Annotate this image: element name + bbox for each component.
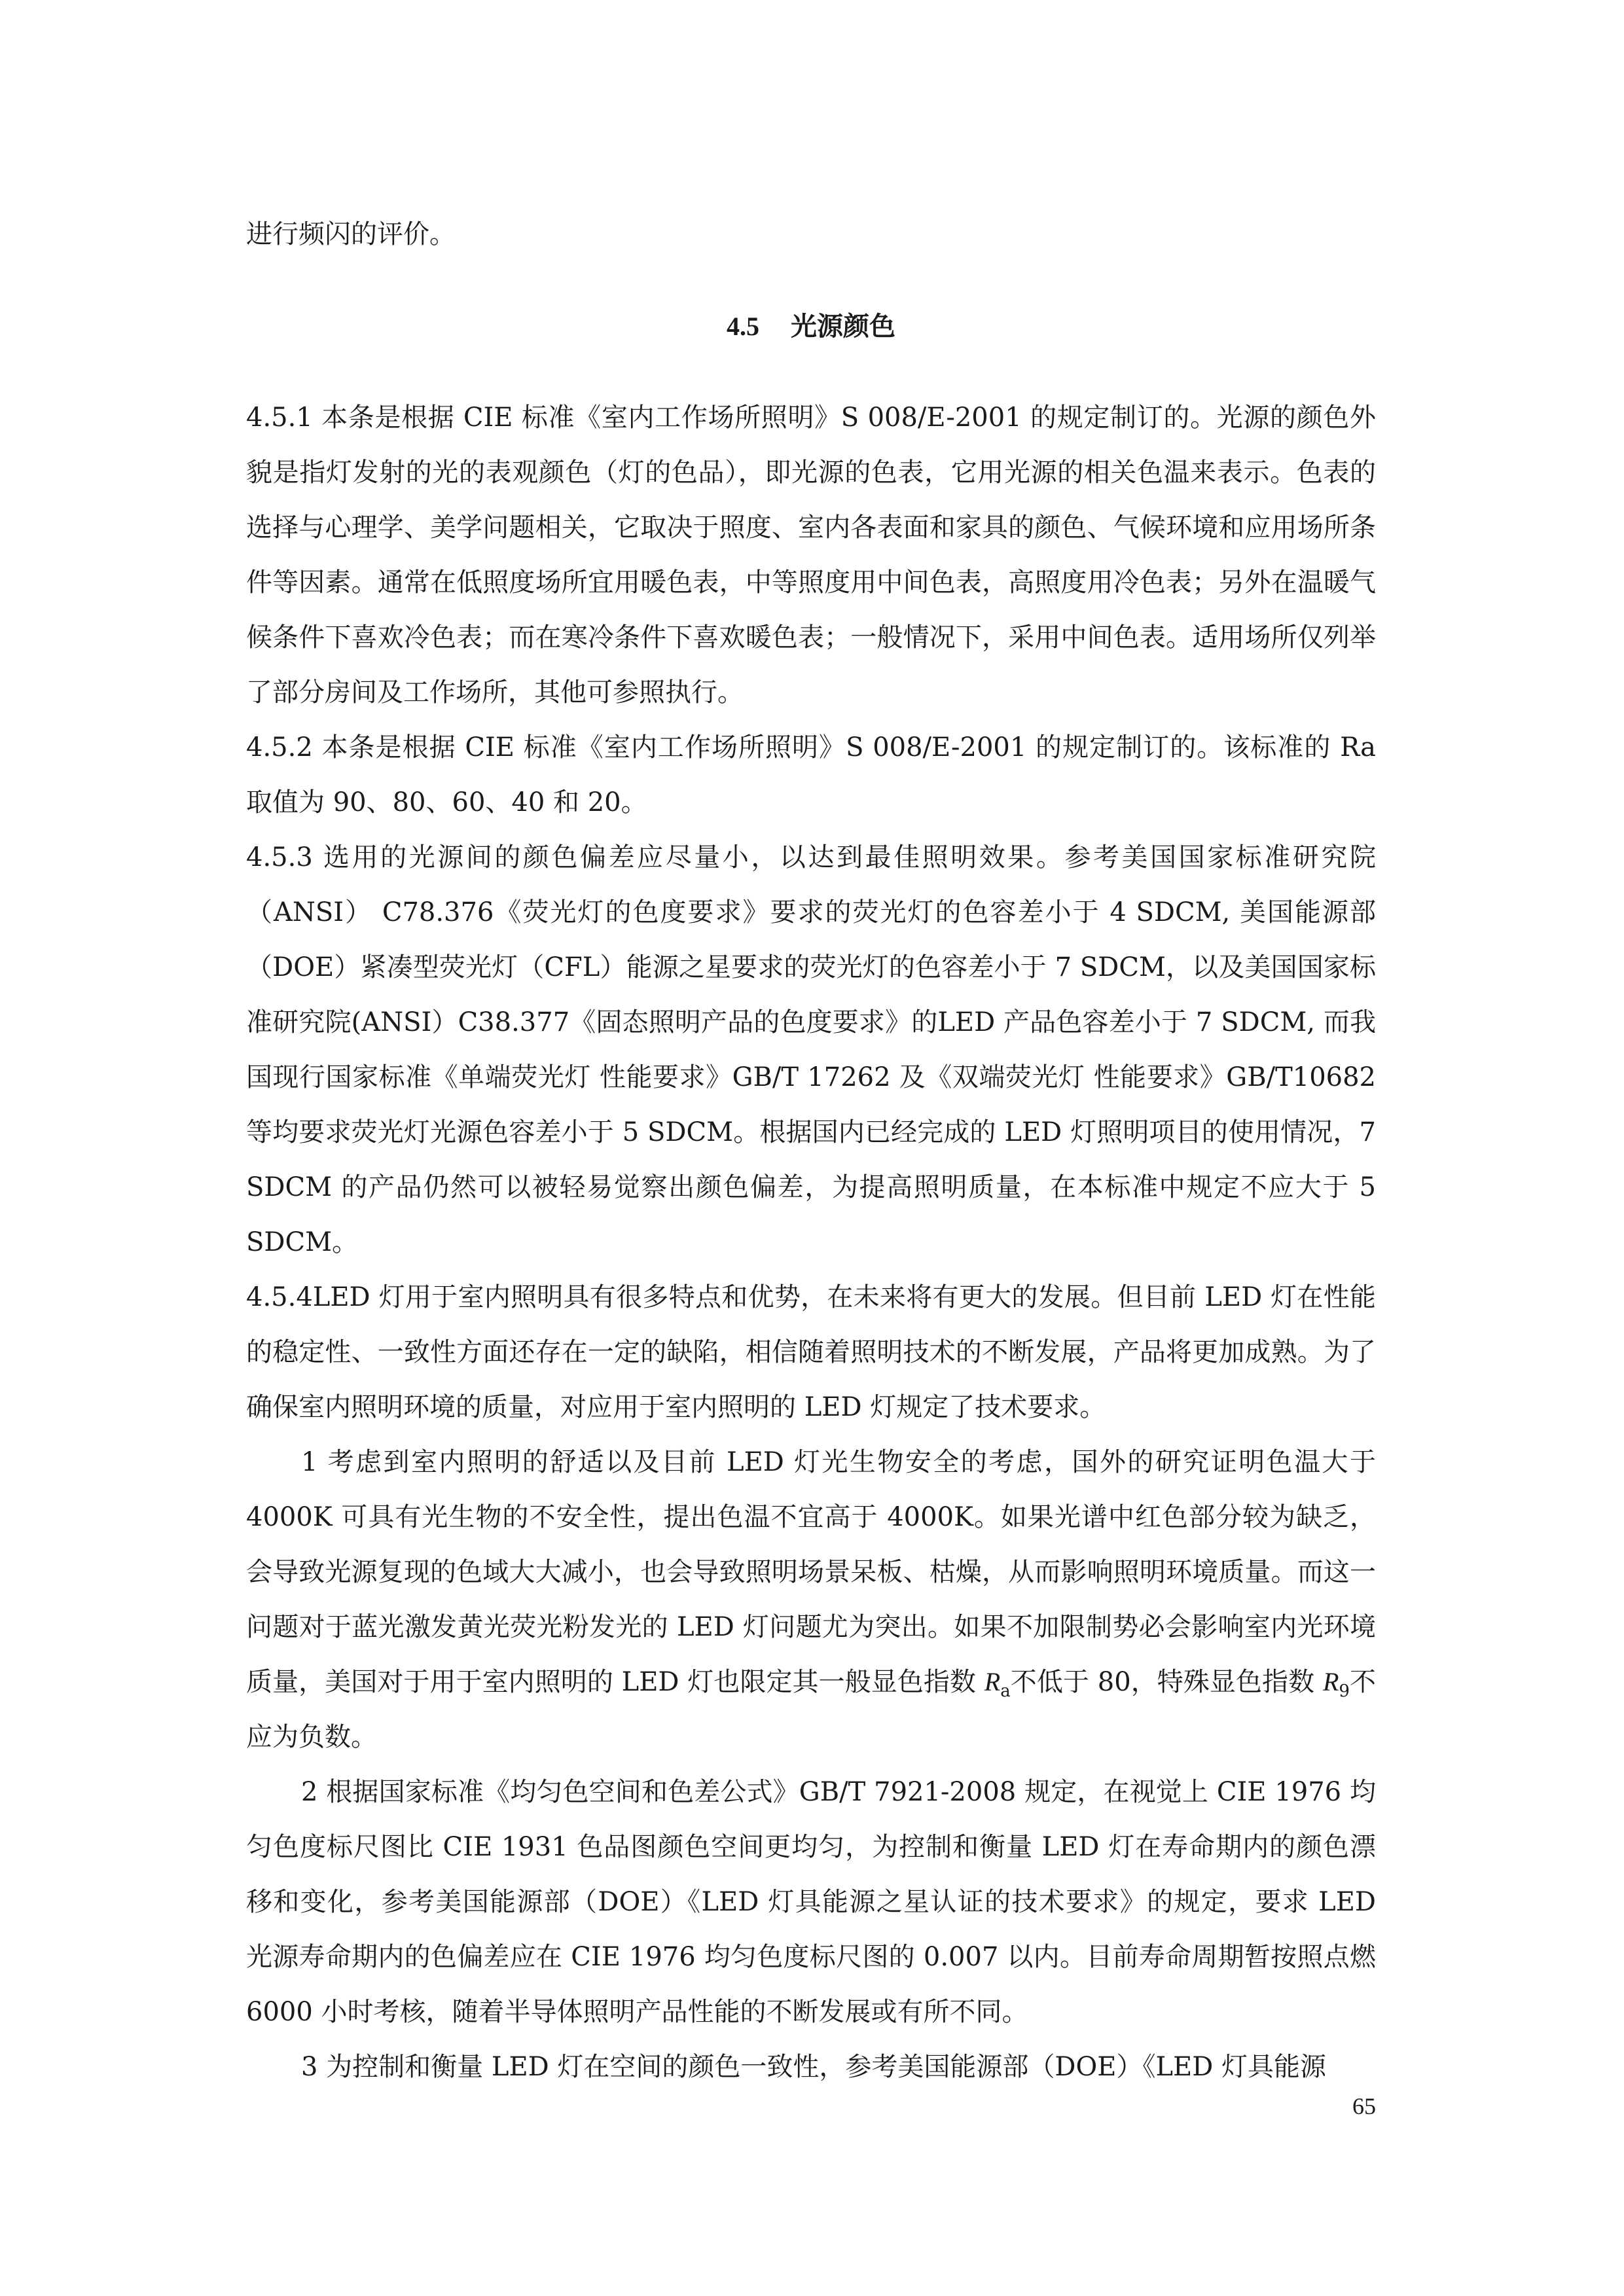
section-title: 光源颜色 — [791, 312, 895, 342]
clause-4-5-4: 4.5.4LED 灯用于室内照明具有很多特点和优势，在未来将有更大的发展。但目前 LED 灯在性能的稳定性、一致性方面还存在一定的缺陷，相信随着照明技术的不断发展，产品将更加成熟。为了确保室内照明环境的质量，对应用于室内照明的 LED 灯规定了技术要求。 — [246, 1282, 1376, 1422]
section-heading — [246, 295, 1376, 354]
clause-4-5-2: 4.5.2 本条是根据 CIE 标准《室内工作场所照明》S 008/E-2001 的规定制订的。该标准的 Ra 取值为 90、80、60、40 和 20。 — [246, 732, 1376, 817]
symbol-r9-subscript: 9 — [1339, 1681, 1350, 1701]
clause-4-5-4-item-2: 2 根据国家标准《均匀色空间和色差公式》GB/T 7921-2008 规定，在视觉上 CIE 1976 均匀色度标尺图比 CIE 1931 色品图颜色空间更均匀，为控制和衡量 LED 灯在寿命期内的颜色漂移和变化，参考美国能源部（DOE）《LED 灯具能源之星认证的技术要求》的规定，要求 LED 光源寿命期内的色偏差应在 CIE 1976 均匀色度标尺图的 0.007 以内。目前寿命周期暂按照点燃 6000 小时考核，随着半导体照明产品性能的不断发展或有所不同。 — [246, 1777, 1376, 2027]
section-body — [246, 390, 1376, 2094]
symbol-ra-subscript: a — [1000, 1681, 1011, 1701]
item-1-text-a: 1 考虑到室内照明的舒适以及目前 LED 灯光生物安全的考虑，国外的研究证明色温大于 4000K 可具有光生物的不安全性，提出色温不宜高于 4000K。如果光谱中红色部分较为缺乏，会导致光源复现的色域大大减小，也会导致照明场景呆板、枯燥，从而影响照明环境质量。而这一问题对于蓝光激发黄光荧光粉发光的 LED 灯问题尤为突出。如果不加限制势必会影响室内光环境质量，美国对于用于室内照明的 LED 灯也限定其一般显色指数 — [246, 1447, 1376, 1697]
item-1-text-b: 不低于 80，特殊显色指数 — [1010, 1667, 1323, 1697]
clause-4-5-3: 4.5.3 选用的光源间的颜色偏差应尽量小，以达到最佳照明效果。参考美国国家标准研究院（ANSI） C78.376《荧光灯的色度要求》要求的荧光灯的色容差小于 4 SDCM, 美国能源部（DOE）紧凑型荧光灯（CFL）能源之星要求的荧光灯的色容差小于 7 SDCM，以及美国国家标准研究院(ANSI）C38.377《固态照明产品的色度要求》的LED 产品色容差小于 7 SDCM, 而我国现行国家标准《单端荧光灯 性能要求》GB/T 17262 及《双端荧光灯 性能要求》GB/T10682 等均要求荧光灯光源色容差小于 5 SDCM。根据国内已经完成的 LED 灯照明项目的使用情况，7 SDCM 的产品仍然可以被轻易觉察出颜色偏差，为提高照明质量，在本标准中规定不应大于 5 SDCM。 — [246, 842, 1376, 1257]
section-number: 4.5 — [727, 312, 759, 341]
symbol-r9: R — [1322, 1667, 1339, 1696]
continued-paragraph: 进行频闪的评价。 — [246, 219, 456, 249]
symbol-ra: R — [984, 1667, 1001, 1696]
item-1-text-c: 不应为负数。 — [246, 1667, 1377, 1752]
clause-4-5-1: 4.5.1 本条是根据 CIE 标准《室内工作场所照明》S 008/E-2001 的规定制订的。光源的颜色外貌是指灯发射的光的表观颜色（灯的色品），即光源的色表，它用光源的相关色温来表示。色表的选择与心理学、美学问题相关，它取决于照度、室内各表面和家具的颜色、气候环境和应用场所条件等因素。通常在低照度场所宜用暖色表，中等照度用中间色表，高照度用冷色表；另外在温暖气候条件下喜欢冷色表；而在寒冷条件下喜欢暖色表；一般情况下，采用中间色表。适用场所仅列举了部分房间及工作场所，其他可参照执行。 — [246, 403, 1376, 708]
clause-4-5-4-item-1 — [246, 1435, 1376, 1765]
page-number: 65 — [1352, 2093, 1376, 2119]
clause-4-5-4-item-3: 3 为控制和衡量 LED 灯在空间的颜色一致性，参考美国能源部（DOE）《LED 灯具能源 — [301, 2052, 1327, 2082]
